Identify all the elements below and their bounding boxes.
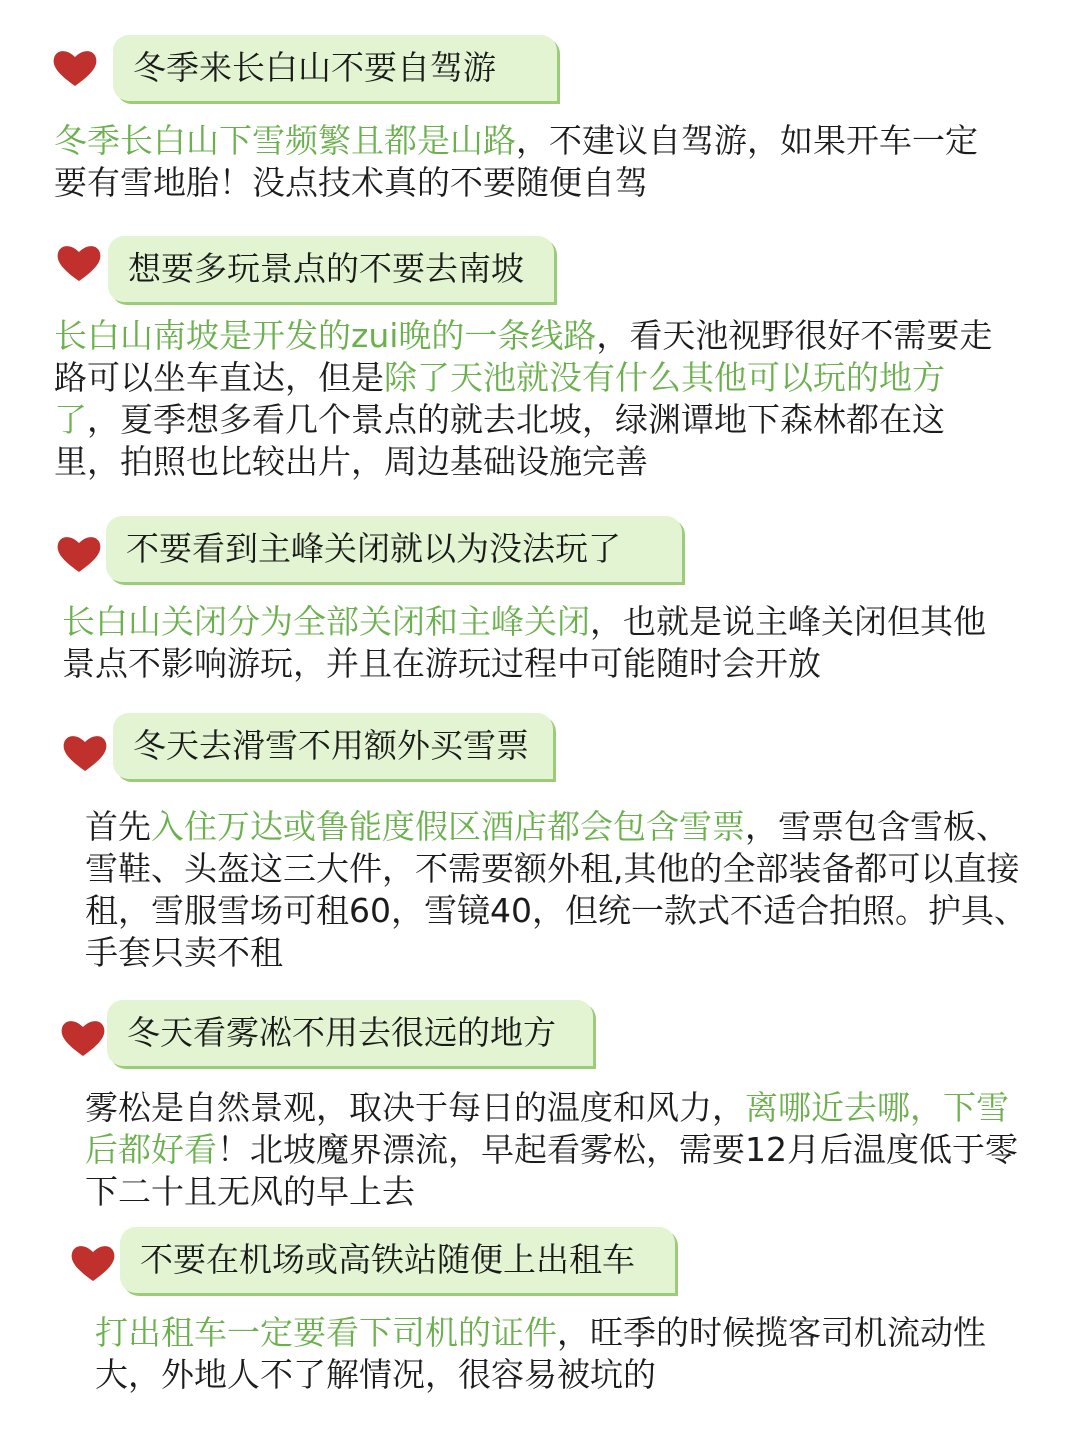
body-text: ，不建议自驾游，如果开车一定要有雪地胎！没点技术真的不要随便自驾 <box>54 121 978 202</box>
heart-icon <box>56 243 102 283</box>
section-body <box>95 1312 1040 1396</box>
section-heading: 冬天去滑雪不用额外买雪票 <box>113 713 553 779</box>
section-body <box>54 120 1004 204</box>
heart-icon <box>70 1243 116 1283</box>
heart-icon <box>52 48 98 88</box>
section-body <box>85 806 1035 974</box>
highlight-text: 冬季长白山下雪频繁且都是山路 <box>54 121 516 160</box>
section-heading: 想要多玩景点的不要去南坡 <box>108 236 554 302</box>
highlight-text: 长白山关闭分为全部关闭和主峰关闭 <box>62 602 590 641</box>
body-text: ，看天池视野很好不需要走路可以坐车直达，但是 <box>54 316 993 397</box>
heart-icon <box>60 1018 106 1058</box>
highlight-text: 除了天池就没有什么其他可以玩的地方了 <box>54 358 945 439</box>
highlight-text: 长白山南坡是开发的zui晚的一条线路 <box>54 316 597 355</box>
body-text: 首先 <box>85 807 151 846</box>
body-text: ，也就是说主峰关闭但其他景点不影响游玩，并且在游玩过程中可能随时会开放 <box>62 602 986 683</box>
body-text: ，夏季想多看几个景点的就去北坡，绿渊谭地下森林都在这里，拍照也比较出片，周边基础设施完善 <box>54 400 945 481</box>
section-body <box>54 315 1004 483</box>
heart-icon <box>62 733 108 773</box>
section-heading: 冬天看雾凇不用去很远的地方 <box>107 1000 593 1066</box>
highlight-text: 入住万达或鲁能度假区酒店都会包含雪票 <box>151 807 745 846</box>
highlight-text: 离哪近去哪，下雪后都好看 <box>85 1088 1009 1169</box>
section-body <box>62 601 1007 685</box>
body-text: ，旺季的时候揽客司机流动性大，外地人不了解情况，很容易被坑的 <box>95 1313 986 1394</box>
body-text: ，雪票包含雪板、雪鞋、头盔这三大件，不需要额外租,其他的全部装备都可以直接租，雪服雪场可租60，雪镜40，但统一款式不适合拍照。护具、手套只卖不租 <box>85 807 1027 972</box>
section-heading: 不要在机场或高铁站随便上出租车 <box>120 1227 675 1293</box>
section-heading: 不要看到主峰关闭就以为没法玩了 <box>106 516 682 582</box>
highlight-text: 打出租车一定要看下司机的证件 <box>95 1313 557 1352</box>
section-heading: 冬季来长白山不要自驾游 <box>113 35 557 101</box>
body-text: 雾松是自然景观，取决于每日的温度和风力， <box>85 1088 745 1127</box>
heart-icon <box>56 534 102 574</box>
section-body <box>85 1087 1030 1213</box>
body-text: ！北坡魔界漂流，早起看雾松，需要12月后温度低于零下二十且无风的早上去 <box>85 1130 1018 1211</box>
